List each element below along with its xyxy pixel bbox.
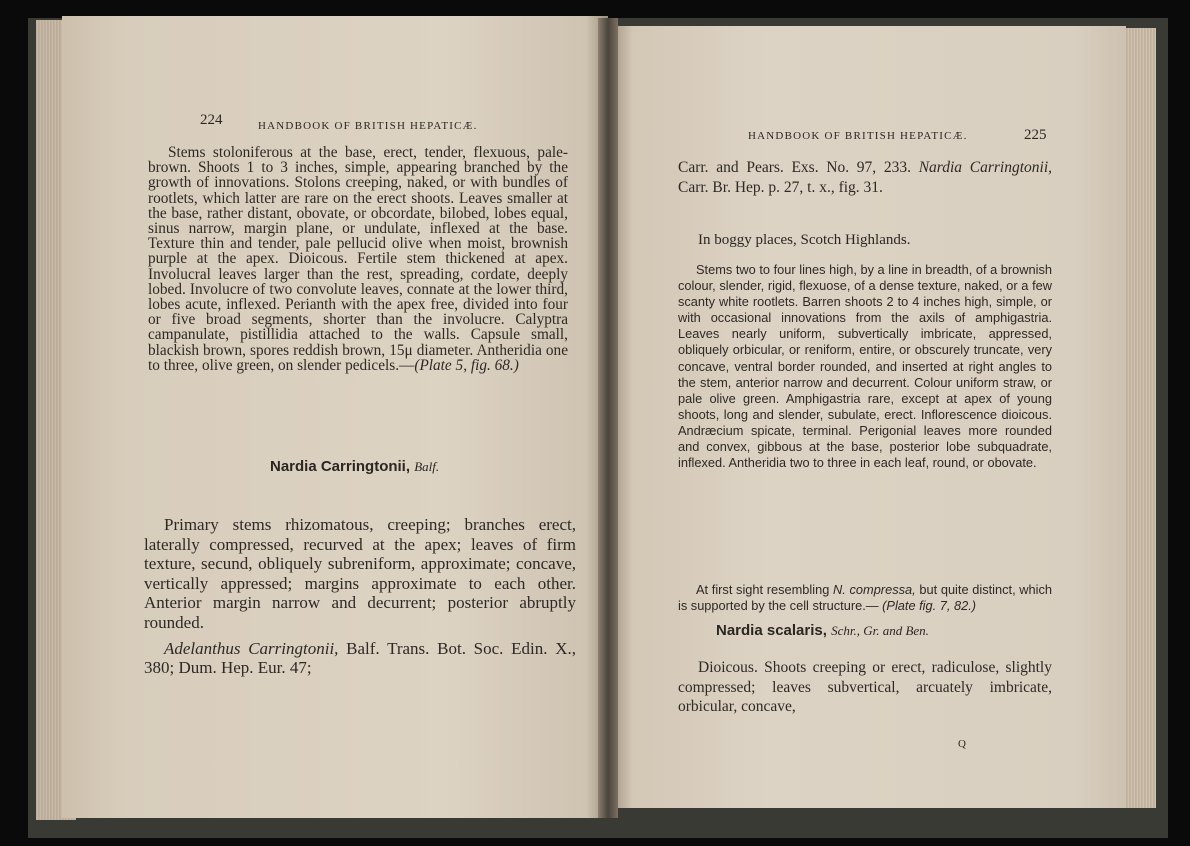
right-species-name: Nardia scalaris,: [716, 622, 827, 639]
right-note-pre: At first sight resembling: [696, 582, 830, 597]
left-description: [148, 145, 568, 373]
left-species-heading: [270, 458, 439, 475]
right-note-ref: (Plate fig. 7, 82.): [882, 598, 977, 614]
right-top-text2: Carr. Br. Hep. p. 27, t. x., fig. 31.: [678, 178, 883, 196]
book-gutter: [598, 18, 618, 818]
left-synonym: Adelanthus Carringtonii,: [164, 638, 339, 658]
right-bottom-paragraph: Dioicous. Shoots creeping or erect, radiculose, slightly compressed; leaves subvertical, arcuately imbricate, orbicular, concave,: [678, 659, 1052, 716]
right-species-author: Schr., Gr. and Ben.: [831, 623, 929, 638]
right-bottom-text: [678, 658, 1052, 717]
right-note: [678, 582, 1052, 614]
left-paragraph3: Balf. Trans. Bot. Soc. Edin. X., 380; Dum. Hep. Eur. 47;: [144, 638, 576, 678]
left-paragraph1: Stems stoloniferous at the base, erect, tender, flexuous, pale-brown. Shoots 1 to 3 inches, simple, appearing branched by the growth of innovations. Stolons creeping, naked, or with bundles of rootlets, which latter are rare on the erect shoots. Leaves smaller at the base, rather distant, obovate, or obcordate, bilobed, lobes equal, sinus narrow, margin plane, or undulate, inflexed at the base. Texture thin and tender, pale pellucid olive when moist, brownish purple at the apex. Dioicous. Fertile stem thickened at apex. Involucral leaves larger than the rest, spreading, cordate, deeply lobed. Involucre of two convolute leaves, connate at the lower third, lobes acute, inflexed. Perianth with the apex free, divided into four or five broad segments, shorter than the involucre. Calyptra campanulate, pistillidia attached to the walls. Capsule small, blackish brown, spores reddish brown, 15μ diameter. Antheridia one to three, olive green, on slender pedicels.—: [148, 144, 568, 374]
right-note-post: but quite distinct, which is supported by the cell structure.—: [678, 582, 1053, 614]
right-top-text: Carr. and Pears. Exs. No. 97, 233.: [678, 159, 911, 176]
right-habitat: In boggy places, Scotch Highlands.: [698, 232, 911, 248]
right-top-italic: Nardia Carringtonii,: [918, 159, 1053, 176]
right-description-text: Stems two to four lines high, by a line in breadth, of a brownish colour, slender, rigid, flexuose, of a dense texture, naked, or a few scanty white rootlets. Barren shoots 2 to 4 inches high, simple, or with occasional innovations from the axils of amphigastria. Leaves nearly uniform, subvertically imbricate, appressed, obliquely orbicular, or reniform, entire, or obscurely truncate, very concave, ventral border rounded, and inserted at right angles to the stem, anterior narrow and decurrent. Colour uniform straw, or pale olive green. Amphigastria rare, except at apex of young shoots, long and slender, subulate, erect. Inflorescence dioicous. Andræcium spicate, terminal. Perigonial leaves more rounded and convex, gibbous at the base, posterior lobe subquadrate, inflexed. Antheridia two to three in each leaf, round, or obovate.: [678, 262, 1052, 471]
left-running-head: HANDBOOK OF BRITISH HEPATICÆ.: [258, 120, 478, 132]
left-paragraph2: Primary stems rhizomatous, creeping; branches erect, laterally compressed, recurved at the apex; leaves of firm texture, secund, obliquely subreniform, approximate; concave, vertically appressed; margins approximate to each other. Anterior margin narrow and decurrent; posterior abruptly rounded.: [144, 515, 576, 632]
left-plate-ref: (Plate 5, fig. 68.): [414, 356, 519, 374]
right-description: [678, 262, 1052, 471]
right-species-heading: [716, 622, 929, 639]
left-species-description: [144, 515, 576, 678]
left-species-author: Balf.: [414, 459, 440, 474]
right-note-italic: N. compressa,: [833, 582, 916, 597]
right-running-head: HANDBOOK OF BRITISH HEPATICÆ.: [748, 130, 968, 142]
left-page-number: 224: [200, 112, 223, 128]
signature-mark: Q: [958, 738, 966, 750]
right-page-number: 225: [1024, 127, 1047, 143]
left-page: [62, 16, 608, 818]
right-reference: [678, 158, 1052, 197]
left-species-name: Nardia Carringtonii,: [270, 458, 411, 475]
